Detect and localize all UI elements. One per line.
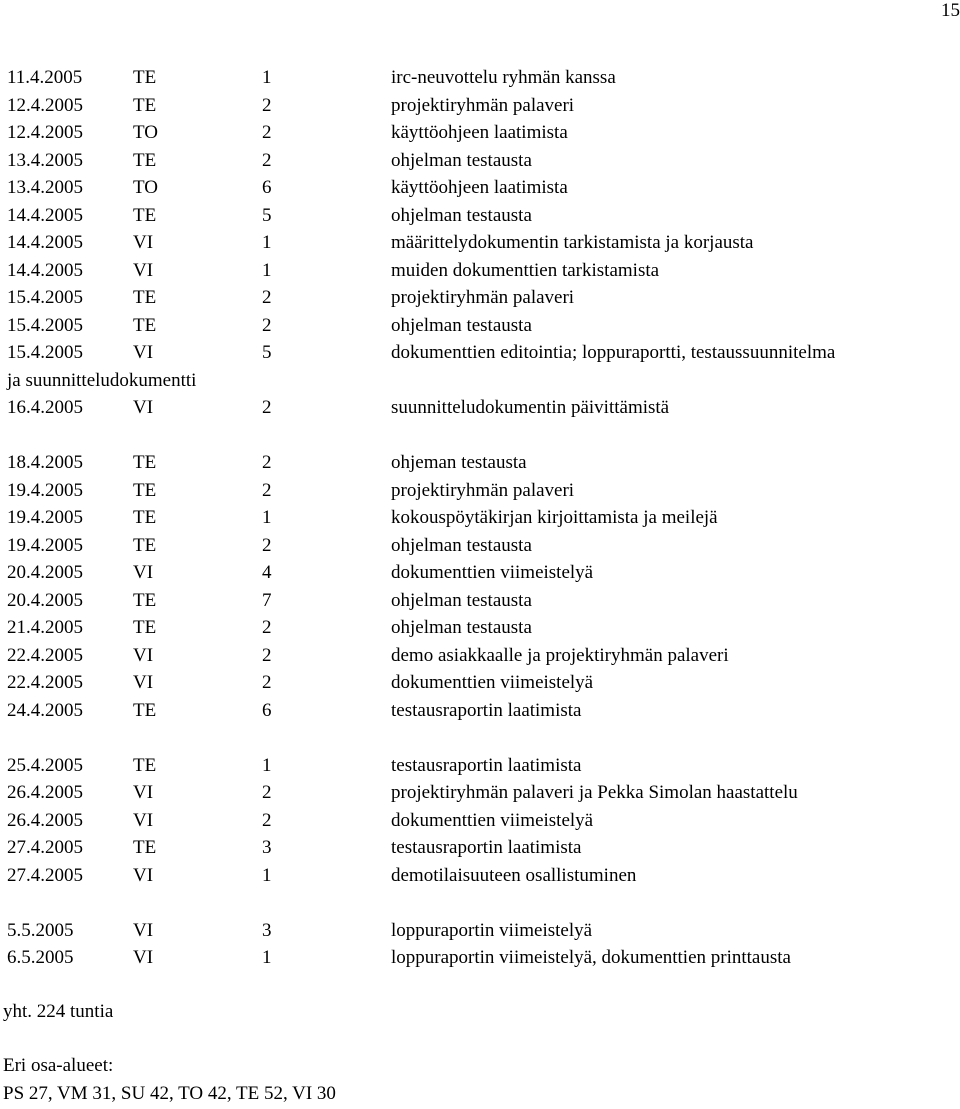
entry-date: 22.4.2005 <box>7 644 83 666</box>
entry-person: VI <box>133 232 154 253</box>
log-entry <box>7 642 960 670</box>
entry-task: testausraportin laatimista <box>391 754 582 776</box>
entry-hours: 2 <box>262 94 272 116</box>
entry-date: 19.4.2005 <box>7 479 83 501</box>
entry-date: 14.4.2005 <box>7 259 83 281</box>
log-entry <box>7 944 960 972</box>
entry-hours: 1 <box>262 947 272 968</box>
entry-person: VI <box>133 782 154 803</box>
entry-person: TE <box>133 67 157 88</box>
entry-task: demo asiakkaalle ja projektiryhmän palaveri <box>391 644 729 666</box>
entry-hours: 2 <box>262 122 272 143</box>
entry-task-continuation: ja suunnitteludokumentti <box>7 369 197 391</box>
entry-task: ohjelman testausta <box>391 589 532 611</box>
entry-task: dokumenttien viimeistelyä <box>391 809 594 831</box>
work-log <box>7 64 960 972</box>
entry-task: muiden dokumenttien tarkistamista <box>391 259 660 281</box>
log-entry <box>7 697 960 725</box>
entry-task: irc-neuvottelu ryhmän kanssa <box>391 67 616 88</box>
entry-hours: 2 <box>262 149 272 171</box>
entry-person: VI <box>133 397 154 418</box>
log-entry <box>7 587 960 615</box>
entry-hours: 1 <box>262 232 272 253</box>
log-entry <box>7 532 960 560</box>
entry-date: 26.4.2005 <box>7 782 83 803</box>
entry-task: testausraportin laatimista <box>391 837 582 858</box>
entry-person: TO <box>133 177 158 198</box>
entry-date: 13.4.2005 <box>7 149 83 171</box>
entry-date: 19.4.2005 <box>7 507 83 528</box>
entry-hours: 2 <box>262 479 272 501</box>
entry-task: projektiryhmän palaveri ja Pekka Simolan haastattelu <box>391 782 798 803</box>
entry-task: projektiryhmän palaveri <box>391 94 575 116</box>
entry-person: VI <box>133 864 154 886</box>
entry-task: projektiryhmän palaveri <box>391 287 575 308</box>
entry-task: käyttöohjeen laatimista <box>391 122 568 143</box>
entry-date: 22.4.2005 <box>7 672 83 693</box>
log-entry <box>7 449 960 477</box>
log-entry <box>7 64 960 92</box>
log-entry <box>7 229 960 257</box>
entry-date: 18.4.2005 <box>7 452 83 473</box>
areas-heading: Eri osa-alueet: <box>3 1055 114 1076</box>
entry-person: TE <box>133 754 157 776</box>
entry-date: 14.4.2005 <box>7 232 83 253</box>
entry-person: VI <box>133 809 154 831</box>
entry-date: 15.4.2005 <box>7 287 83 308</box>
entry-person: TE <box>133 204 157 226</box>
entry-hours: 4 <box>262 562 272 583</box>
spacer <box>7 889 960 917</box>
entry-date: 19.4.2005 <box>7 534 83 556</box>
entry-date: 11.4.2005 <box>7 67 83 88</box>
entry-date: 21.4.2005 <box>7 617 83 638</box>
entry-task: loppuraportin viimeistelyä <box>391 919 593 941</box>
entry-date: 6.5.2005 <box>7 947 74 968</box>
entry-hours: 1 <box>262 754 272 776</box>
entry-person: TE <box>133 149 157 171</box>
log-entry <box>7 669 960 697</box>
entry-hours: 2 <box>262 287 272 308</box>
areas-summary: PS 27, VM 31, SU 42, TO 42, TE 52, VI 30 <box>3 1083 336 1104</box>
entry-person: TE <box>133 452 157 473</box>
entry-date: 15.4.2005 <box>7 342 83 363</box>
entry-person: VI <box>133 562 154 583</box>
log-entry <box>7 807 960 835</box>
entry-date: 5.5.2005 <box>7 919 74 941</box>
entry-task: testausraportin laatimista <box>391 699 582 721</box>
entry-person: TE <box>133 699 157 721</box>
entry-task: dokumenttien viimeistelyä <box>391 672 594 693</box>
entry-task: ohjelman testausta <box>391 534 532 556</box>
total-hours: yht. 224 tuntia <box>3 1001 114 1022</box>
entry-hours: 1 <box>262 259 272 281</box>
log-entry <box>7 477 960 505</box>
entry-person: TE <box>133 617 157 638</box>
entry-person: TE <box>133 589 157 611</box>
entry-person: VI <box>133 919 154 941</box>
log-entry <box>7 614 960 642</box>
entry-hours: 5 <box>262 204 272 226</box>
entry-date: 27.4.2005 <box>7 837 83 858</box>
entry-hours: 2 <box>262 672 272 693</box>
spacer <box>7 724 960 752</box>
entry-date: 24.4.2005 <box>7 699 83 721</box>
entry-person: TE <box>133 94 157 116</box>
log-entry <box>7 202 960 230</box>
entry-date: 15.4.2005 <box>7 314 83 336</box>
log-entry <box>7 779 960 807</box>
entry-date: 27.4.2005 <box>7 864 83 886</box>
entry-hours: 1 <box>262 864 272 886</box>
entry-task: ohjelman testausta <box>391 149 532 171</box>
log-entry <box>7 834 960 862</box>
entry-hours: 2 <box>262 809 272 831</box>
entry-task: loppuraportin viimeistelyä, dokumenttien printtausta <box>391 947 791 968</box>
entry-person: VI <box>133 259 154 281</box>
entry-task: projektiryhmän palaveri <box>391 479 575 501</box>
log-entry <box>7 284 960 312</box>
entry-person: TE <box>133 314 157 336</box>
entry-task: dokumenttien editointia; loppuraportti, testaussuunnitelma <box>391 342 836 363</box>
entry-hours: 2 <box>262 397 272 418</box>
log-entry <box>7 339 960 367</box>
entry-hours: 2 <box>262 782 272 803</box>
entry-date: 20.4.2005 <box>7 562 83 583</box>
entry-date: 12.4.2005 <box>7 94 83 116</box>
log-entry <box>7 257 960 285</box>
entry-task: käyttöohjeen laatimista <box>391 177 568 198</box>
entry-date: 14.4.2005 <box>7 204 83 226</box>
entry-hours: 2 <box>262 617 272 638</box>
entry-date: 26.4.2005 <box>7 809 83 831</box>
entry-hours: 2 <box>262 534 272 556</box>
entry-date: 13.4.2005 <box>7 177 83 198</box>
entry-person: TE <box>133 507 157 528</box>
log-entry <box>7 92 960 120</box>
log-entry <box>7 312 960 340</box>
log-entry <box>7 394 960 422</box>
entry-hours: 3 <box>262 919 272 941</box>
page-number: 15 <box>941 0 960 21</box>
log-entry <box>7 559 960 587</box>
entry-person: TE <box>133 837 157 858</box>
log-entry <box>7 147 960 175</box>
entry-task: ohjelman testausta <box>391 204 532 226</box>
entry-task: ohjelman testausta <box>391 617 532 638</box>
entry-hours: 3 <box>262 837 272 858</box>
entry-task: suunnitteludokumentin päivittämistä <box>391 397 670 418</box>
entry-date: 16.4.2005 <box>7 397 83 418</box>
entry-task: ohjelman testausta <box>391 314 532 336</box>
entry-task: kokouspöytäkirjan kirjoittamista ja meilejä <box>391 507 718 528</box>
entry-person: TE <box>133 287 157 308</box>
entry-date: 25.4.2005 <box>7 754 83 776</box>
entry-hours: 2 <box>262 644 272 666</box>
entry-person: VI <box>133 672 154 693</box>
log-entry <box>7 174 960 202</box>
entry-person: VI <box>133 644 154 666</box>
entry-hours: 2 <box>262 314 272 336</box>
log-entry <box>7 752 960 780</box>
entry-task: ohjeman testausta <box>391 452 527 473</box>
log-entry <box>7 862 960 890</box>
entry-task: demotilaisuuteen osallistuminen <box>391 864 637 886</box>
entry-hours: 6 <box>262 177 272 198</box>
entry-date: 20.4.2005 <box>7 589 83 611</box>
entry-person: VI <box>133 342 154 363</box>
log-entry <box>7 119 960 147</box>
entry-task: määrittelydokumentin tarkistamista ja korjausta <box>391 232 754 253</box>
log-entry <box>7 504 960 532</box>
entry-hours: 6 <box>262 699 272 721</box>
entry-hours: 2 <box>262 452 272 473</box>
spacer <box>7 422 960 450</box>
entry-person: TE <box>133 479 157 501</box>
entry-person: TO <box>133 122 158 143</box>
entry-hours: 5 <box>262 342 272 363</box>
entry-hours: 1 <box>262 67 272 88</box>
entry-task: dokumenttien viimeistelyä <box>391 562 594 583</box>
entry-hours: 1 <box>262 507 272 528</box>
entry-person: VI <box>133 947 154 968</box>
entry-hours: 7 <box>262 589 272 611</box>
log-entry <box>7 917 960 945</box>
entry-person: TE <box>133 534 157 556</box>
entry-date: 12.4.2005 <box>7 122 83 143</box>
